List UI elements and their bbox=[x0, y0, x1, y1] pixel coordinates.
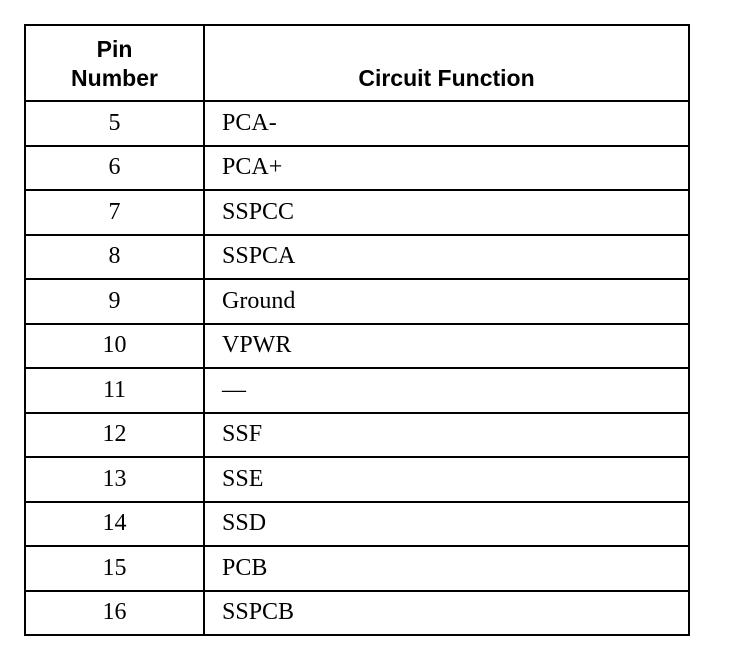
table-row bbox=[25, 546, 689, 591]
circuit-function-cell: PCB bbox=[204, 546, 689, 591]
table-row bbox=[25, 502, 689, 547]
table-row bbox=[25, 146, 689, 191]
pin-number-cell: 5 bbox=[25, 101, 204, 146]
circuit-function-cell: SSPCC bbox=[204, 190, 689, 235]
pin-number-cell: 7 bbox=[25, 190, 204, 235]
table-row bbox=[25, 413, 689, 458]
pin-number-cell: 15 bbox=[25, 546, 204, 591]
circuit-function-cell: SSPCB bbox=[204, 591, 689, 636]
pin-number-cell: 12 bbox=[25, 413, 204, 458]
table-body bbox=[25, 101, 689, 635]
table-row bbox=[25, 457, 689, 502]
pin-number-cell: 11 bbox=[25, 368, 204, 413]
table-row bbox=[25, 235, 689, 280]
table-header bbox=[25, 25, 689, 101]
table-row bbox=[25, 190, 689, 235]
header-row bbox=[25, 25, 689, 101]
table-row bbox=[25, 368, 689, 413]
pin-number-cell: 14 bbox=[25, 502, 204, 547]
header-circuit-function: Circuit Function bbox=[204, 25, 689, 101]
table-row bbox=[25, 591, 689, 636]
pin-function-table bbox=[24, 24, 690, 636]
pin-number-cell: 8 bbox=[25, 235, 204, 280]
circuit-function-cell: SSF bbox=[204, 413, 689, 458]
circuit-function-cell: SSD bbox=[204, 502, 689, 547]
header-pin-number-line1: Pin bbox=[96, 36, 133, 62]
pin-number-cell: 16 bbox=[25, 591, 204, 636]
table-row bbox=[25, 324, 689, 369]
circuit-function-cell: SSPCA bbox=[204, 235, 689, 280]
circuit-function-cell: — bbox=[204, 368, 689, 413]
circuit-function-cell: PCA- bbox=[204, 101, 689, 146]
table-row bbox=[25, 279, 689, 324]
table-row bbox=[25, 101, 689, 146]
header-pin-number-line2: Number bbox=[71, 65, 158, 91]
pin-number-cell: 10 bbox=[25, 324, 204, 369]
circuit-function-cell: SSE bbox=[204, 457, 689, 502]
pin-number-cell: 13 bbox=[25, 457, 204, 502]
circuit-function-cell: PCA+ bbox=[204, 146, 689, 191]
circuit-function-cell: VPWR bbox=[204, 324, 689, 369]
pin-number-cell: 9 bbox=[25, 279, 204, 324]
circuit-function-cell: Ground bbox=[204, 279, 689, 324]
header-pin-number bbox=[25, 25, 204, 101]
pin-number-cell: 6 bbox=[25, 146, 204, 191]
